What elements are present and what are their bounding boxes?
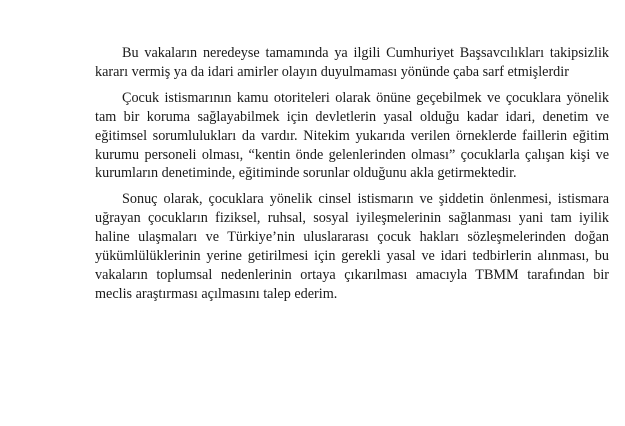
document-body bbox=[95, 44, 609, 304]
paragraph-cocuk-istismari: Çocuk istismarının kamu otoriteleri olarak önüne geçebilmek ve çocuklara yönelik tam bir koruma sağlayabilmek için devletlerin yasal olduğu kadar idari, denetim ve eğitimsel sorumlulukları da vardır. Nitekim yukarıda verilen örneklerde faillerin eğitim kurumu personeli olması, “kentin önde gelenlerinden olması” çocuklarla çalışan kişi ve kurumların denetiminde, eğitiminde sorunlar olduğunu akla getirmektedir. bbox=[95, 89, 609, 182]
paragraph-sonuc: Sonuç olarak, çocuklara yönelik cinsel istismarın ve şiddetin önlenmesi, istismara uğrayan çocukların fiziksel, ruhsal, sosyal iyileşmelerinin sağlanması yani tam iyilik haline ulaşmaları ve Türkiye’nin uluslararası çocuk hakları sözleşmelerinden doğan yükümlülüklerinin yerine getirilmesi için gerekli yasal ve idari tedbirlerin alınması, bu vakaların toplumsal nedenlerinin ortaya çıkarılması amacıyla TBMM tarafından bir meclis araştırması açılmasını talep ederim. bbox=[95, 191, 609, 302]
paragraph-vakalar: Bu vakaların neredeyse tamamında ya ilgili Cumhuriyet Başsavcılıkları takipsizlik kararı vermiş ya da idari amirler olayın duyulmaması yönünde çaba sarf etmişlerdir bbox=[95, 45, 609, 80]
